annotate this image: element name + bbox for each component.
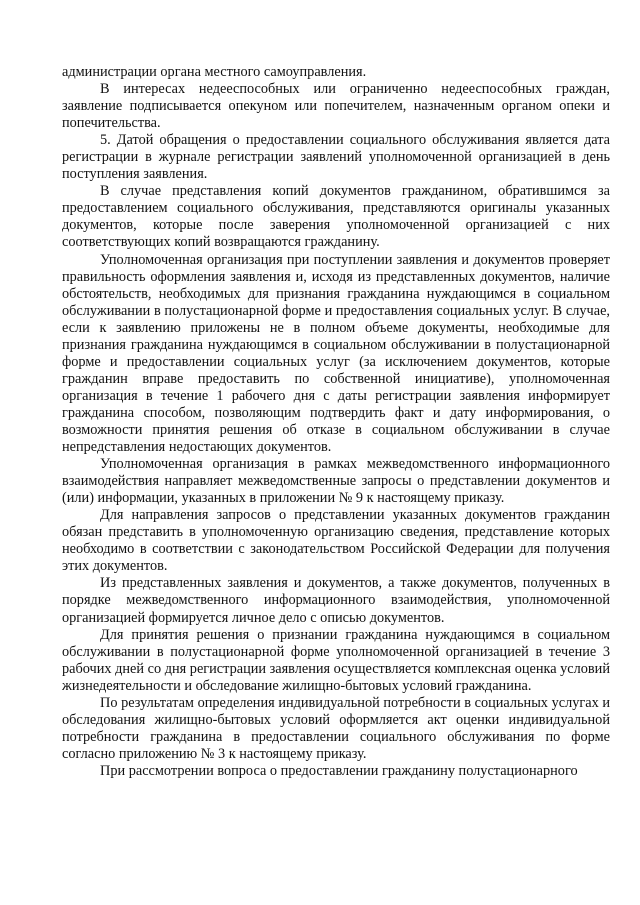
paragraph-document-verification: Уполномоченная организация при поступлении заявления и документов проверяет правильность оформления заявления и, исходя из представленных документов, наличие обстоятельств, необходимых для признания гражданина нуждающимся в социальном обслуживании в полустационарной форме и предоставления социальных услуг. В случае, если к заявлению приложены не в полном объеме документы, необходимые для признания гражданина нуждающимся в социальном обслуживании в полустационарной форме и предоставлении социальных услуг (за исключением документов, которые гражданин вправе предоставить по собственной инициативе), уполномоченная организация в течение 1 рабочего дня с даты регистрации заявления информирует гражданина способом, позволяющим подтвердить факт и дату информирования, о возможности принятия решения об отказе в социальном обслуживании в случае непредставления недостающих документов. xyxy=(62,251,610,456)
paragraph-assessment-act: По результатам определения индивидуальной потребности в социальных услугах и обследования жилищно-бытовых условий оформляется акт оценки индивидуальной потребности гражданина в предоставлении социального обслуживания по форме согласно приложению № 3 к настоящему приказу. xyxy=(62,694,610,762)
paragraph-interagency-requests: Уполномоченная организация в рамках межведомственного информационного взаимодействия направляет межведомственные запросы о представлении документов и (или) информации, указанных в приложении № 9 к настоящему приказу. xyxy=(62,456,610,507)
paragraph-guardian-signature: В интересах недееспособных или ограниченно недееспособных граждан, заявление подписывается опекуном или попечителем, назначенным органом опеки и попечительства. xyxy=(62,81,610,132)
document-page xyxy=(62,64,610,780)
paragraph-personal-file: Из представленных заявления и документов, а также документов, полученных в порядке межведомственного информационного взаимодействия, уполномоченной организацией формируется личное дело с описью документов. xyxy=(62,575,610,626)
paragraph-application-date: 5. Датой обращения о предоставлении социального обслуживания является дата регистрации в журнале регистрации заявлений уполномоченной организацией в день поступления заявления. xyxy=(62,132,610,183)
paragraph-continuation: администрации органа местного самоуправления. xyxy=(62,64,367,80)
paragraph-document-copies: В случае представления копий документов гражданином, обратившимся за предоставлением социального обслуживания, представляются оригиналы указанных документов, которые после заверения уполномоченной организацией с них соответствующих копий возвращаются гражданину. xyxy=(62,183,610,251)
paragraph-citizen-obligation: Для направления запросов о представлении указанных документов гражданин обязан представить в уполномоченную организацию сведения, представление которых необходимо в соответствии с законодательством Российской Федерации для получения этих документов. xyxy=(62,507,610,575)
paragraph-needs-assessment: Для принятия решения о признании гражданина нуждающимся в социальном обслуживании в полустационарной форме уполномоченной организацией в течение 3 рабочих дней со дня регистрации заявления осуществляется комплексная оценка условий жизнедеятельности и обследование жилищно-бытовых условий гражданина. xyxy=(62,626,610,694)
paragraph-consideration: При рассмотрении вопроса о предоставлении гражданину полустационарного xyxy=(100,762,578,779)
